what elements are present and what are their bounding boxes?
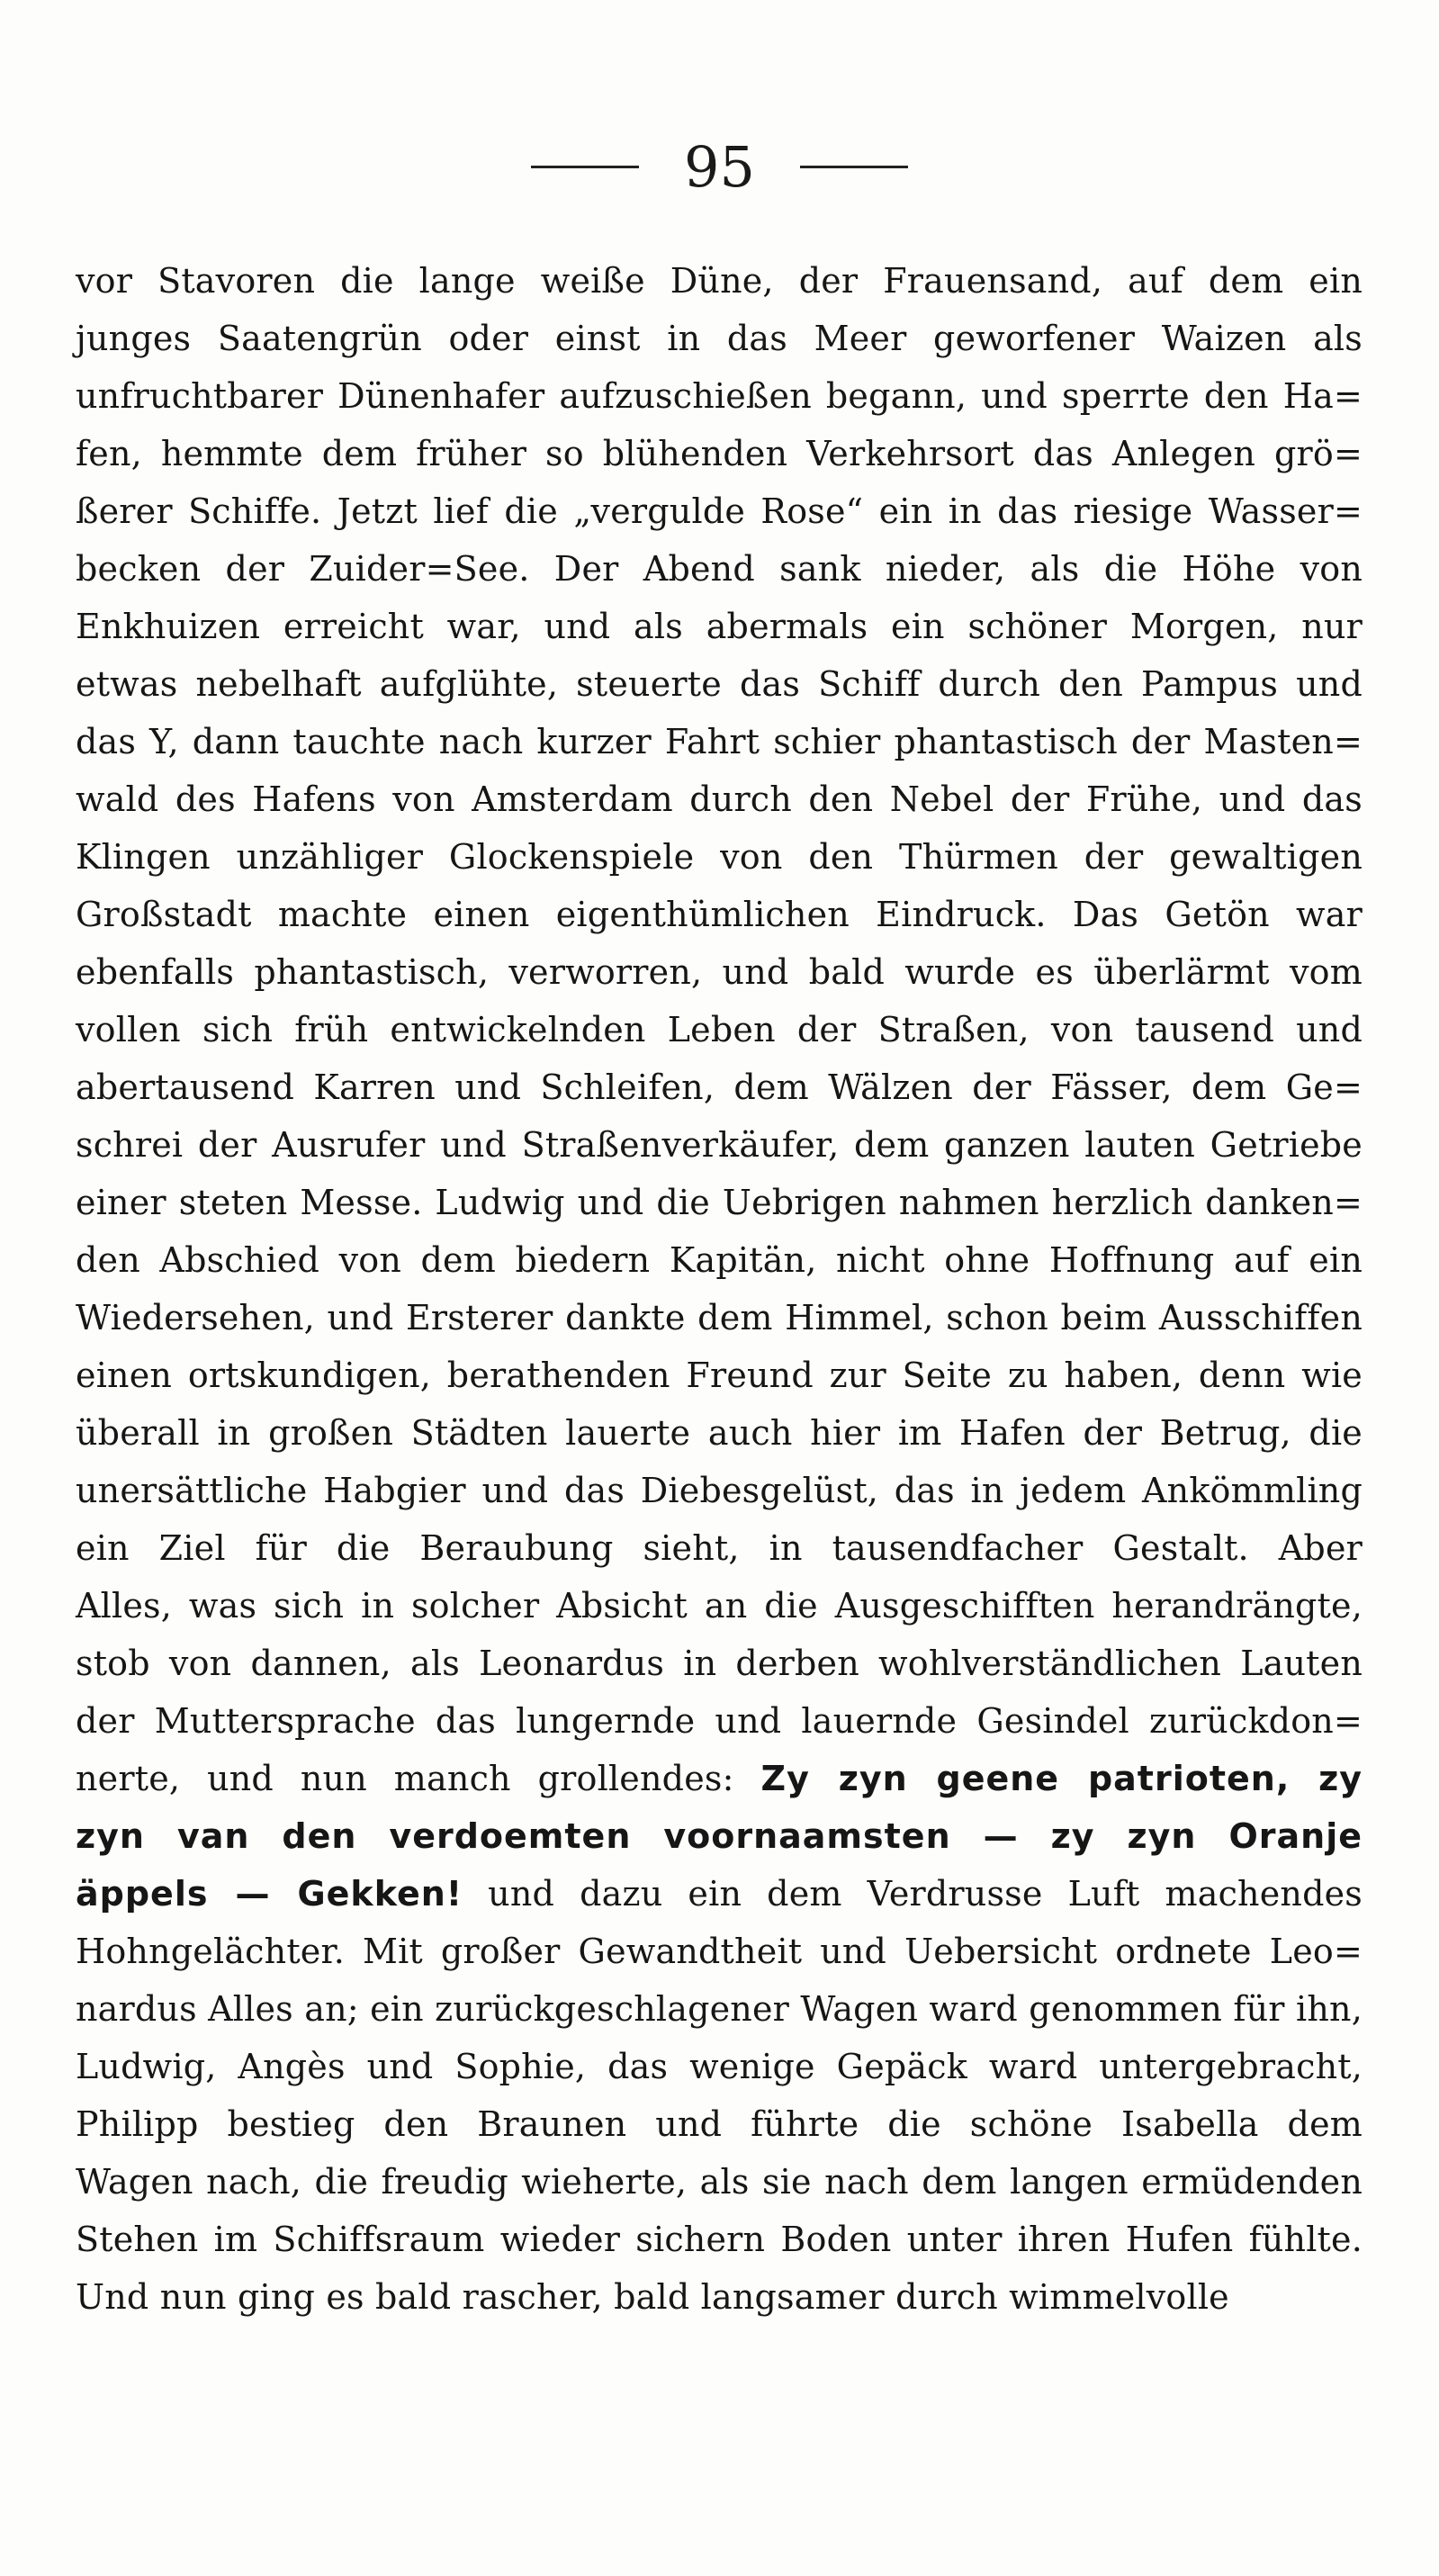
text-line: Klingen unzähliger Glockenspiele von den Thürmen der gewaltigen bbox=[76, 837, 1363, 877]
text-line: vollen sich früh entwickelnden Leben der Straßen, von tausend und bbox=[76, 1010, 1363, 1049]
text-line: einer steten Messe. Ludwig und die Uebrigen nahmen herzlich danken= bbox=[76, 1183, 1363, 1222]
text-line: der Muttersprache das lungernde und lauernde Gesindel zurückdon= bbox=[76, 1701, 1363, 1741]
text-line: nardus Alles an; ein zurückgeschlagener Wagen ward genommen für ihn, bbox=[76, 1989, 1363, 2029]
text-line-mixed bbox=[76, 1865, 1363, 1923]
header-rule-right bbox=[800, 166, 908, 168]
text-line: das Y, dann tauchte nach kurzer Fahrt schier phantastisch der Masten= bbox=[76, 722, 1363, 761]
text-line: einen ortskundigen, berathenden Freund zur Seite zu haben, denn wie bbox=[76, 1356, 1363, 1395]
text-line: fen, hemmte dem früher so blühenden Verkehrsort das Anlegen grö= bbox=[76, 434, 1363, 473]
text-line: schrei der Ausrufer und Straßenverkäufer, dem ganzen lauten Getriebe bbox=[76, 1125, 1363, 1165]
text-line: abertausend Karren und Schleifen, dem Wälzen der Fässer, dem Ge= bbox=[76, 1067, 1363, 1107]
text-line: Großstadt machte einen eigenthümlichen Eindruck. Das Getön war bbox=[76, 895, 1363, 934]
text-line: Ludwig, Angès und Sophie, das wenige Gepäck ward untergebracht, bbox=[76, 2047, 1363, 2086]
text-line: ein Ziel für die Beraubung sieht, in tausendfacher Gestalt. Aber bbox=[76, 1528, 1363, 1568]
page-number: 95 bbox=[684, 133, 755, 200]
text-line: überall in großen Städten lauerte auch hier im Hafen der Betrug, die bbox=[76, 1413, 1363, 1453]
text-line: ebenfalls phantastisch, verworren, und bald wurde es überlärmt vom bbox=[76, 952, 1363, 992]
text-line-mixed bbox=[76, 1750, 1363, 1807]
text-line: wald des Hafens von Amsterdam durch den Nebel der Frühe, und das bbox=[76, 779, 1363, 819]
text-line: unersättliche Habgier und das Diebesgelüst, das in jedem Ankömmling bbox=[76, 1471, 1363, 1510]
text-segment: und dazu ein dem Verdrusse Luft machendes bbox=[488, 1874, 1363, 1914]
text-line: ßerer Schiffe. Jetzt lief die „vergulde Rose“ ein in das riesige Wasser= bbox=[76, 491, 1363, 531]
text-line: becken der Zuider=See. Der Abend sank nieder, als die Höhe von bbox=[76, 549, 1363, 589]
text-line: Philipp bestieg den Braunen und führte die schöne Isabella dem bbox=[76, 2104, 1363, 2144]
text-line: unfruchtbarer Dünenhafer aufzuschießen begann, und sperrte den Ha= bbox=[76, 376, 1363, 416]
body-text bbox=[76, 252, 1363, 2484]
text-line: Enkhuizen erreicht war, und als abermals ein schöner Morgen, nur bbox=[76, 607, 1363, 646]
text-line: den Abschied von dem biedern Kapitän, nicht ohne Hoffnung auf ein bbox=[76, 1240, 1363, 1280]
text-segment: nerte, und nun manch grollendes: bbox=[76, 1759, 734, 1798]
header-rule-left bbox=[531, 166, 639, 168]
text-line: Wiedersehen, und Ersterer dankte dem Himmel, schon beim Ausschiffen bbox=[76, 1298, 1363, 1338]
dutch-quote: Zy zyn geene patrioten, zy bbox=[760, 1759, 1363, 1798]
text-line: Und nun ging es bald rascher, bald langsamer durch wimmelvolle bbox=[76, 2277, 1229, 2317]
text-line: stob von dannen, als Leonardus in derben wohlverständlichen Lauten bbox=[76, 1644, 1363, 1683]
dutch-quote-line: zyn van den verdoemten voornaamsten — zy zyn Oranje bbox=[76, 1816, 1363, 1856]
text-line: Stehen im Schiffsraum wieder sichern Boden unter ihren Hufen fühlte. bbox=[76, 2220, 1363, 2259]
text-line: junges Saatengrün oder einst in das Meer geworfener Waizen als bbox=[76, 319, 1363, 358]
dutch-quote: äppels — Gekken! bbox=[76, 1874, 463, 1914]
text-line: Wagen nach, die freudig wieherte, als sie nach dem langen ermüdenden bbox=[76, 2162, 1363, 2202]
text-line: Hohngelächter. Mit großer Gewandtheit und Uebersicht ordnete Leo= bbox=[76, 1932, 1363, 1971]
text-line: etwas nebelhaft aufglühte, steuerte das Schiff durch den Pampus und bbox=[76, 664, 1363, 704]
text-line: vor Stavoren die lange weiße Düne, der Frauensand, auf dem ein bbox=[76, 261, 1363, 301]
text-line: Alles, was sich in solcher Absicht an die Ausgeschifften herandrängte, bbox=[76, 1586, 1363, 1626]
page-header bbox=[0, 133, 1439, 200]
